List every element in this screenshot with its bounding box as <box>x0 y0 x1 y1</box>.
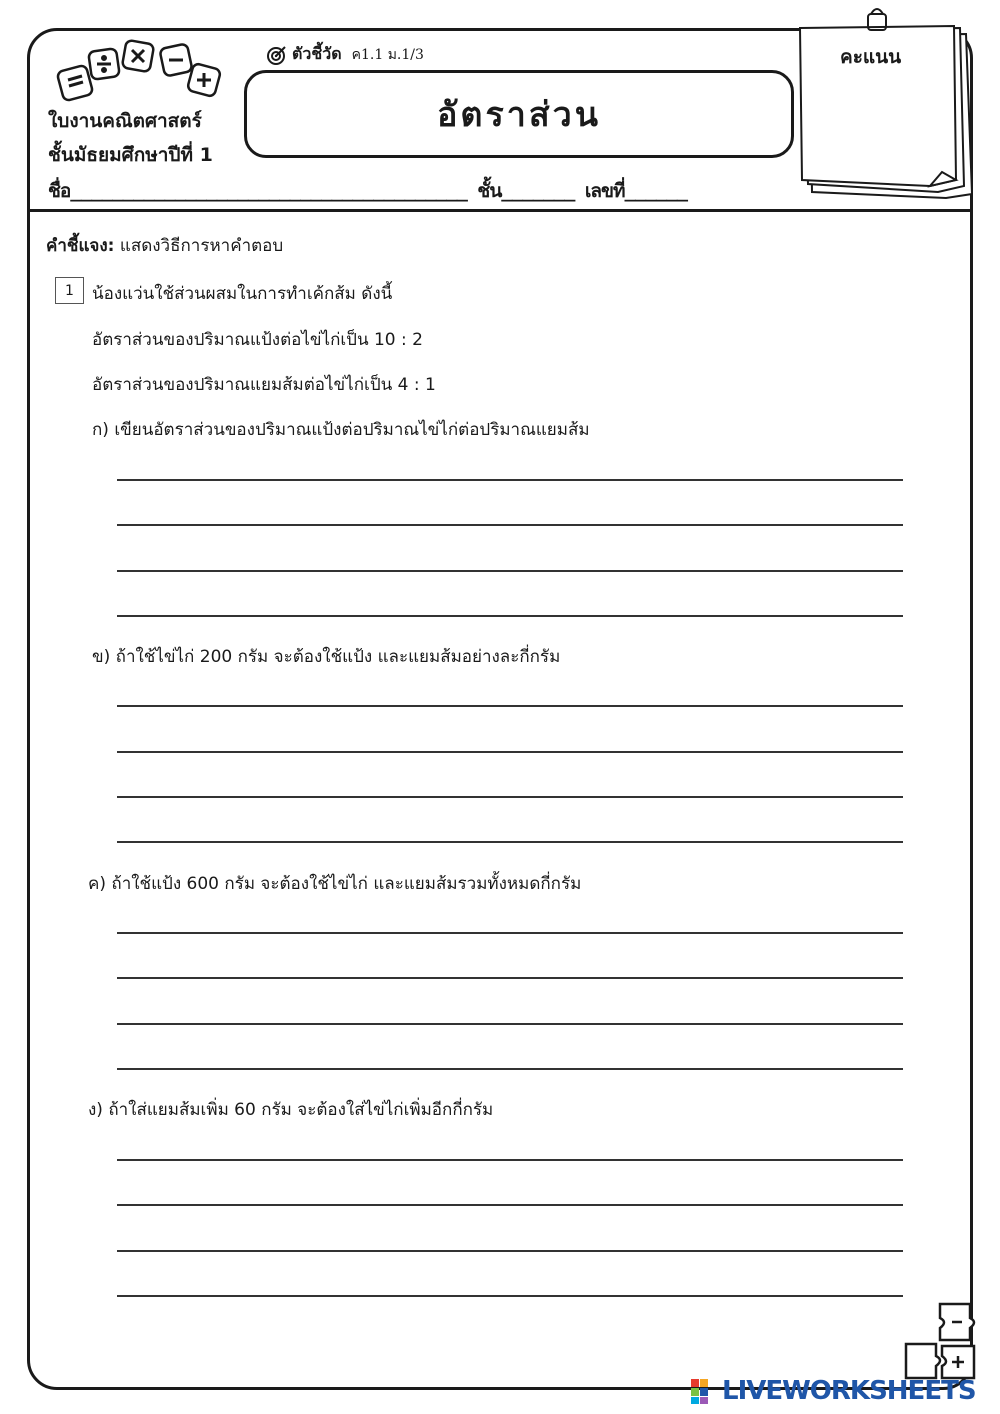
answer-line[interactable] <box>117 1023 903 1025</box>
instructions-text: แสดงวิธีการหาคำตอบ <box>114 236 284 256</box>
part-d-label: ง) ถ้าใส่แยมส้มเพิ่ม 60 กรัม จะต้องใส่ไข่ไก่เพิ่มอีกกี่กรัม <box>88 1100 494 1120</box>
answer-line[interactable] <box>117 841 903 843</box>
answer-line[interactable] <box>117 1204 903 1206</box>
score-label: คะแนน <box>840 46 902 68</box>
part-a-label: ก) เขียนอัตราส่วนของปริมาณแป้งต่อปริมาณไข่ไก่ต่อปริมาณแยมส้ม <box>92 420 590 440</box>
answer-line[interactable] <box>117 1159 903 1161</box>
answer-line[interactable] <box>117 479 903 481</box>
indicator-code: ค1.1 ม.1/3 <box>351 46 424 63</box>
instructions <box>46 232 283 259</box>
liveworksheets-logo-icon <box>690 1377 718 1405</box>
worksheet-grade: ชั้นมัธยมศึกษาปีที่ 1 <box>48 144 213 166</box>
answer-line[interactable] <box>117 977 903 979</box>
watermark-text: LIVEWORKSHEETS <box>722 1376 976 1406</box>
page-title: อัตราส่วน <box>437 95 601 135</box>
question-condition-1: อัตราส่วนของปริมาณแป้งต่อไข่ไก่เป็น 10 : 2 <box>92 330 423 350</box>
header-divider <box>28 209 972 212</box>
part-b-label: ข) ถ้าใช้ไข่ไก่ 200 กรัม จะต้องใช้แป้ง และแยมส้มอย่างละกี่กรัม <box>92 647 561 667</box>
answer-line[interactable] <box>117 796 903 798</box>
indicator <box>266 42 424 67</box>
answer-line[interactable] <box>117 570 903 572</box>
name-class-number-field[interactable]: ชื่อ______________________________________ ชั้น_______ เลขที่______ <box>48 180 688 202</box>
question-number: 1 <box>55 277 84 304</box>
indicator-label: ตัวชี้วัด <box>292 44 342 63</box>
part-c-label: ค) ถ้าใช้แป้ง 600 กรัม จะต้องใช้ไข่ไก่ และแยมส้มรวมทั้งหมดกี่กรัม <box>88 874 582 894</box>
score-note-icon <box>796 8 976 208</box>
page-title-box <box>244 70 794 158</box>
instructions-label: คำชี้แจง: <box>46 236 115 256</box>
worksheet-subject: ใบงานคณิตศาสตร์ <box>48 110 202 132</box>
question-condition-2: อัตราส่วนของปริมาณแยมส้มต่อไข่ไก่เป็น 4 : 1 <box>92 375 436 395</box>
puzzle-pieces-icon <box>900 1300 980 1382</box>
answer-line[interactable] <box>117 1250 903 1252</box>
liveworksheets-watermark <box>690 1375 976 1407</box>
answer-line[interactable] <box>117 1068 903 1070</box>
answer-line[interactable] <box>117 751 903 753</box>
answer-line[interactable] <box>117 524 903 526</box>
answer-line[interactable] <box>117 1295 903 1297</box>
target-icon <box>266 44 288 66</box>
question-intro: น้องแว่นใช้ส่วนผสมในการทำเค้กส้ม ดังนี้ <box>92 284 393 304</box>
answer-line[interactable] <box>117 932 903 934</box>
answer-line[interactable] <box>117 615 903 617</box>
math-dice-icon <box>52 38 232 108</box>
answer-line[interactable] <box>117 705 903 707</box>
